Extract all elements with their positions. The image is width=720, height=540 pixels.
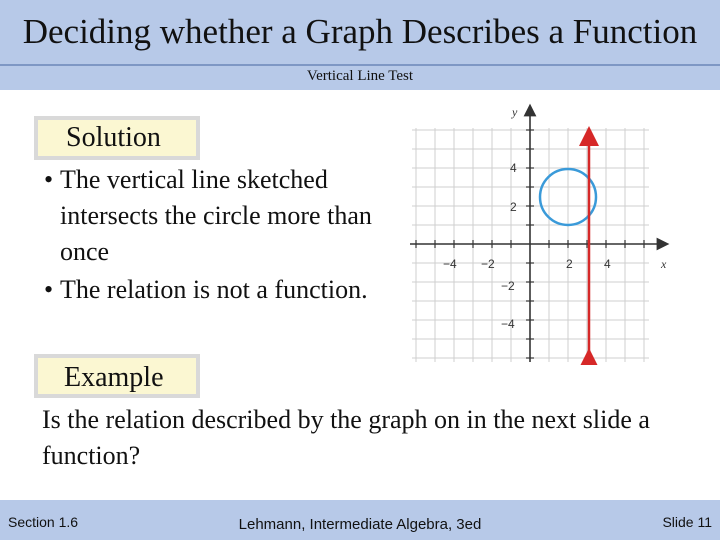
example-label: Example [34,354,200,398]
x-tick-label: 4 [604,257,611,271]
y-axis-label: y [512,105,518,119]
footer-section: Section 1.6 [8,514,79,530]
x-tick-label: 2 [566,257,573,271]
y-tick-label: −2 [501,279,515,293]
example-question: Is the relation described by the graph on in the next slide a function? [42,405,650,470]
y-tick-label: 4 [510,161,517,175]
y-tick-label: 2 [510,200,517,214]
y-tick-label: −4 [501,317,515,331]
slide-title: Deciding whether a Graph Describes a Function [22,12,698,51]
footer-book: Lehmann, Intermediate Algebra, 3ed [238,516,482,533]
slide-subtitle: Vertical Line Test [306,68,414,84]
x-tick-label: −4 [443,257,457,271]
vertical-line-test-graph [405,100,680,365]
x-tick-label: −2 [481,257,495,271]
footer-slide-number: Slide 11 [662,514,712,530]
subtitle-bar [0,66,720,90]
title-bar [0,0,720,66]
bullet-item: • The vertical line sketched intersects the circle more than once [44,162,404,270]
x-axis-label: x [661,257,667,271]
solution-bullets [44,162,404,310]
bullet-item: • The relation is not a function. [44,272,404,308]
solution-label: Solution [34,116,200,160]
